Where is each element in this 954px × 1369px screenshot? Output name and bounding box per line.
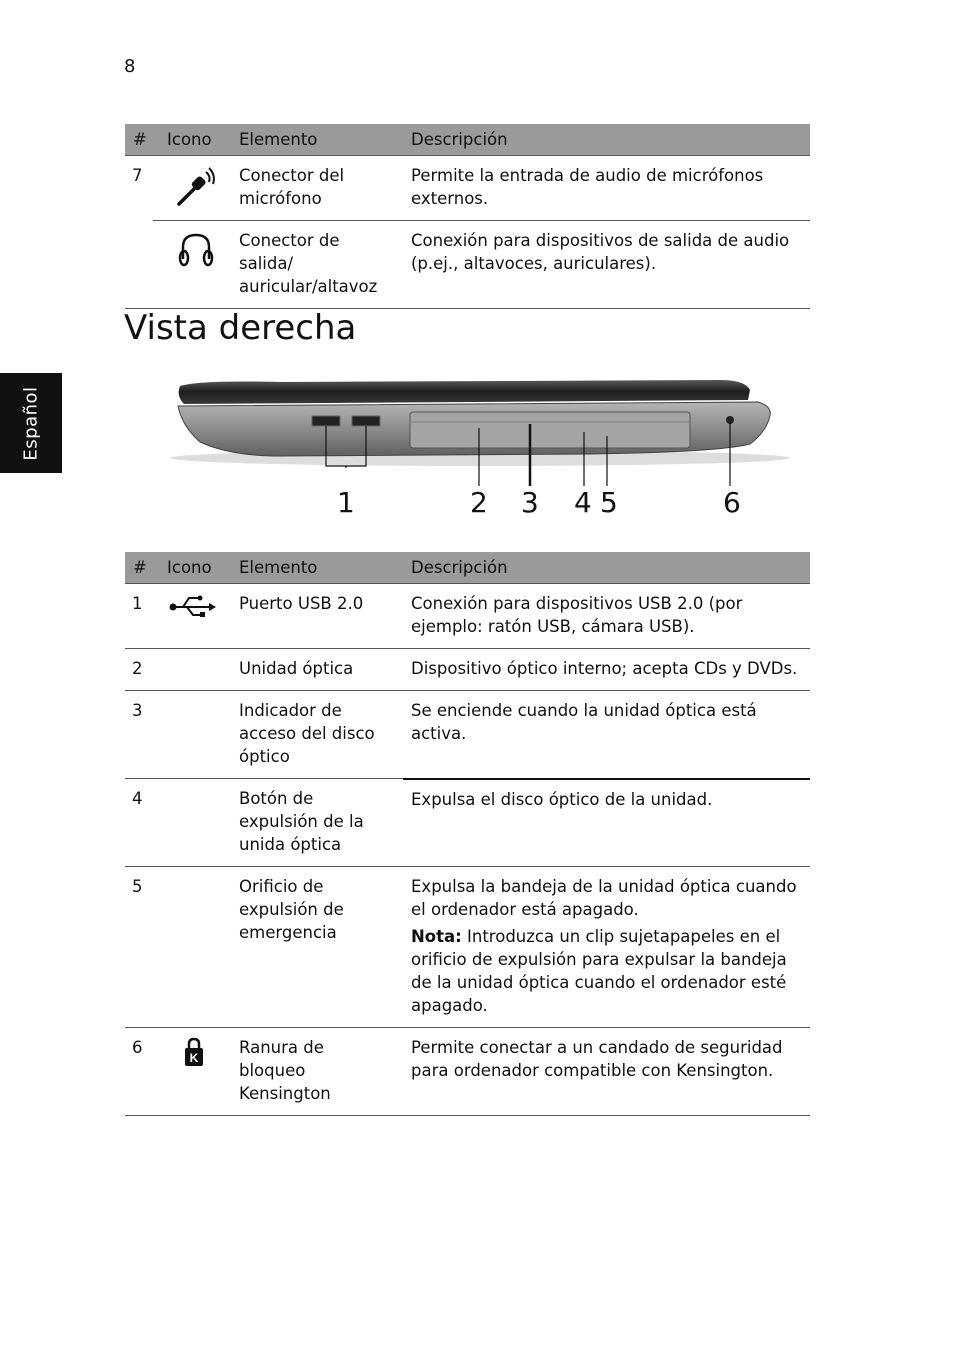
components-table-top [125,124,810,309]
header-icon: Icono [153,124,231,156]
headphones-icon [161,229,221,269]
header-icon: Icono [153,552,231,584]
header-num: # [125,552,153,584]
row-num: 3 [125,691,153,779]
table-row [125,584,810,649]
callout-4: 4 [574,486,592,519]
callout-6: 6 [723,486,741,519]
note-label: Nota: [411,927,462,946]
header-element: Elemento [231,552,403,584]
row-num [125,221,153,309]
language-tab [0,373,62,473]
row-description: Expulsa la bandeja de la unidad óptica cuando el ordenador está apagado. [411,877,797,919]
table-header-row [125,124,810,156]
note-text: Introduzca un clip sujetapapeles en el orificio de expulsión para expulsar la bandeja de la unidad óptica cuando el ordenador esté apagado. [411,927,787,1015]
callout-5: 5 [600,486,618,519]
callout-2: 2 [470,486,488,519]
table-row [125,691,810,779]
table-row [125,156,810,221]
row-description: Se enciende cuando la unidad óptica está activa. [403,691,810,779]
row-num: 7 [132,166,143,185]
row-element: Conector del micrófono [231,156,403,221]
table-row [125,649,810,691]
row-element: Orificio de expulsión de emergencia [231,867,403,1028]
row-element: Ranura de bloqueo Kensington [231,1028,403,1116]
microphone-icon [161,164,221,210]
row-num: 4 [125,779,153,867]
callout-1: 1 [337,486,355,519]
row-num: 2 [125,649,153,691]
table-row [125,867,810,1028]
row-element: Indicador de acceso del disco óptico [231,691,403,779]
components-table-bottom [125,552,810,1116]
row-description: Permite conectar a un candado de seguridad para ordenador compatible con Kensington. [403,1028,810,1116]
row-element: Conector de salida/ auricular/altavoz [231,221,403,309]
table-row [125,1028,810,1116]
kensington-lock-icon [161,1036,221,1070]
language-tab-label: Español [20,385,42,461]
header-element: Elemento [231,124,403,156]
row-element: Botón de expulsión de la unida óptica [231,779,403,867]
header-num: # [125,124,153,156]
row-description: Conexión para dispositivos de salida de audio (p.ej., altavoces, auriculares). [403,221,810,309]
table-row [125,779,810,867]
table-header-row [125,552,810,584]
row-element: Unidad óptica [231,649,403,691]
row-description: Dispositivo óptico interno; acepta CDs y DVDs. [403,649,810,691]
header-description: Descripción [403,124,810,156]
row-num: 6 [125,1028,153,1116]
row-description: Permite la entrada de audio de micrófonos externos. [403,156,810,221]
row-element: Puerto USB 2.0 [231,584,403,649]
row-description: Expulsa el disco óptico de la unidad. [403,779,810,867]
section-title: Vista derecha [124,308,357,348]
table-row [125,221,810,309]
row-description: Conexión para dispositivos USB 2.0 (por ejemplo: ratón USB, cámara USB). [403,584,810,649]
row-num: 5 [125,867,153,1028]
callout-3: 3 [521,486,539,519]
row-num: 1 [125,584,153,649]
usb-icon [161,592,221,622]
svg-text:K: K [189,1051,199,1065]
row-note [411,925,802,1017]
page-number: 8 [124,56,136,77]
header-description: Descripción [403,552,810,584]
